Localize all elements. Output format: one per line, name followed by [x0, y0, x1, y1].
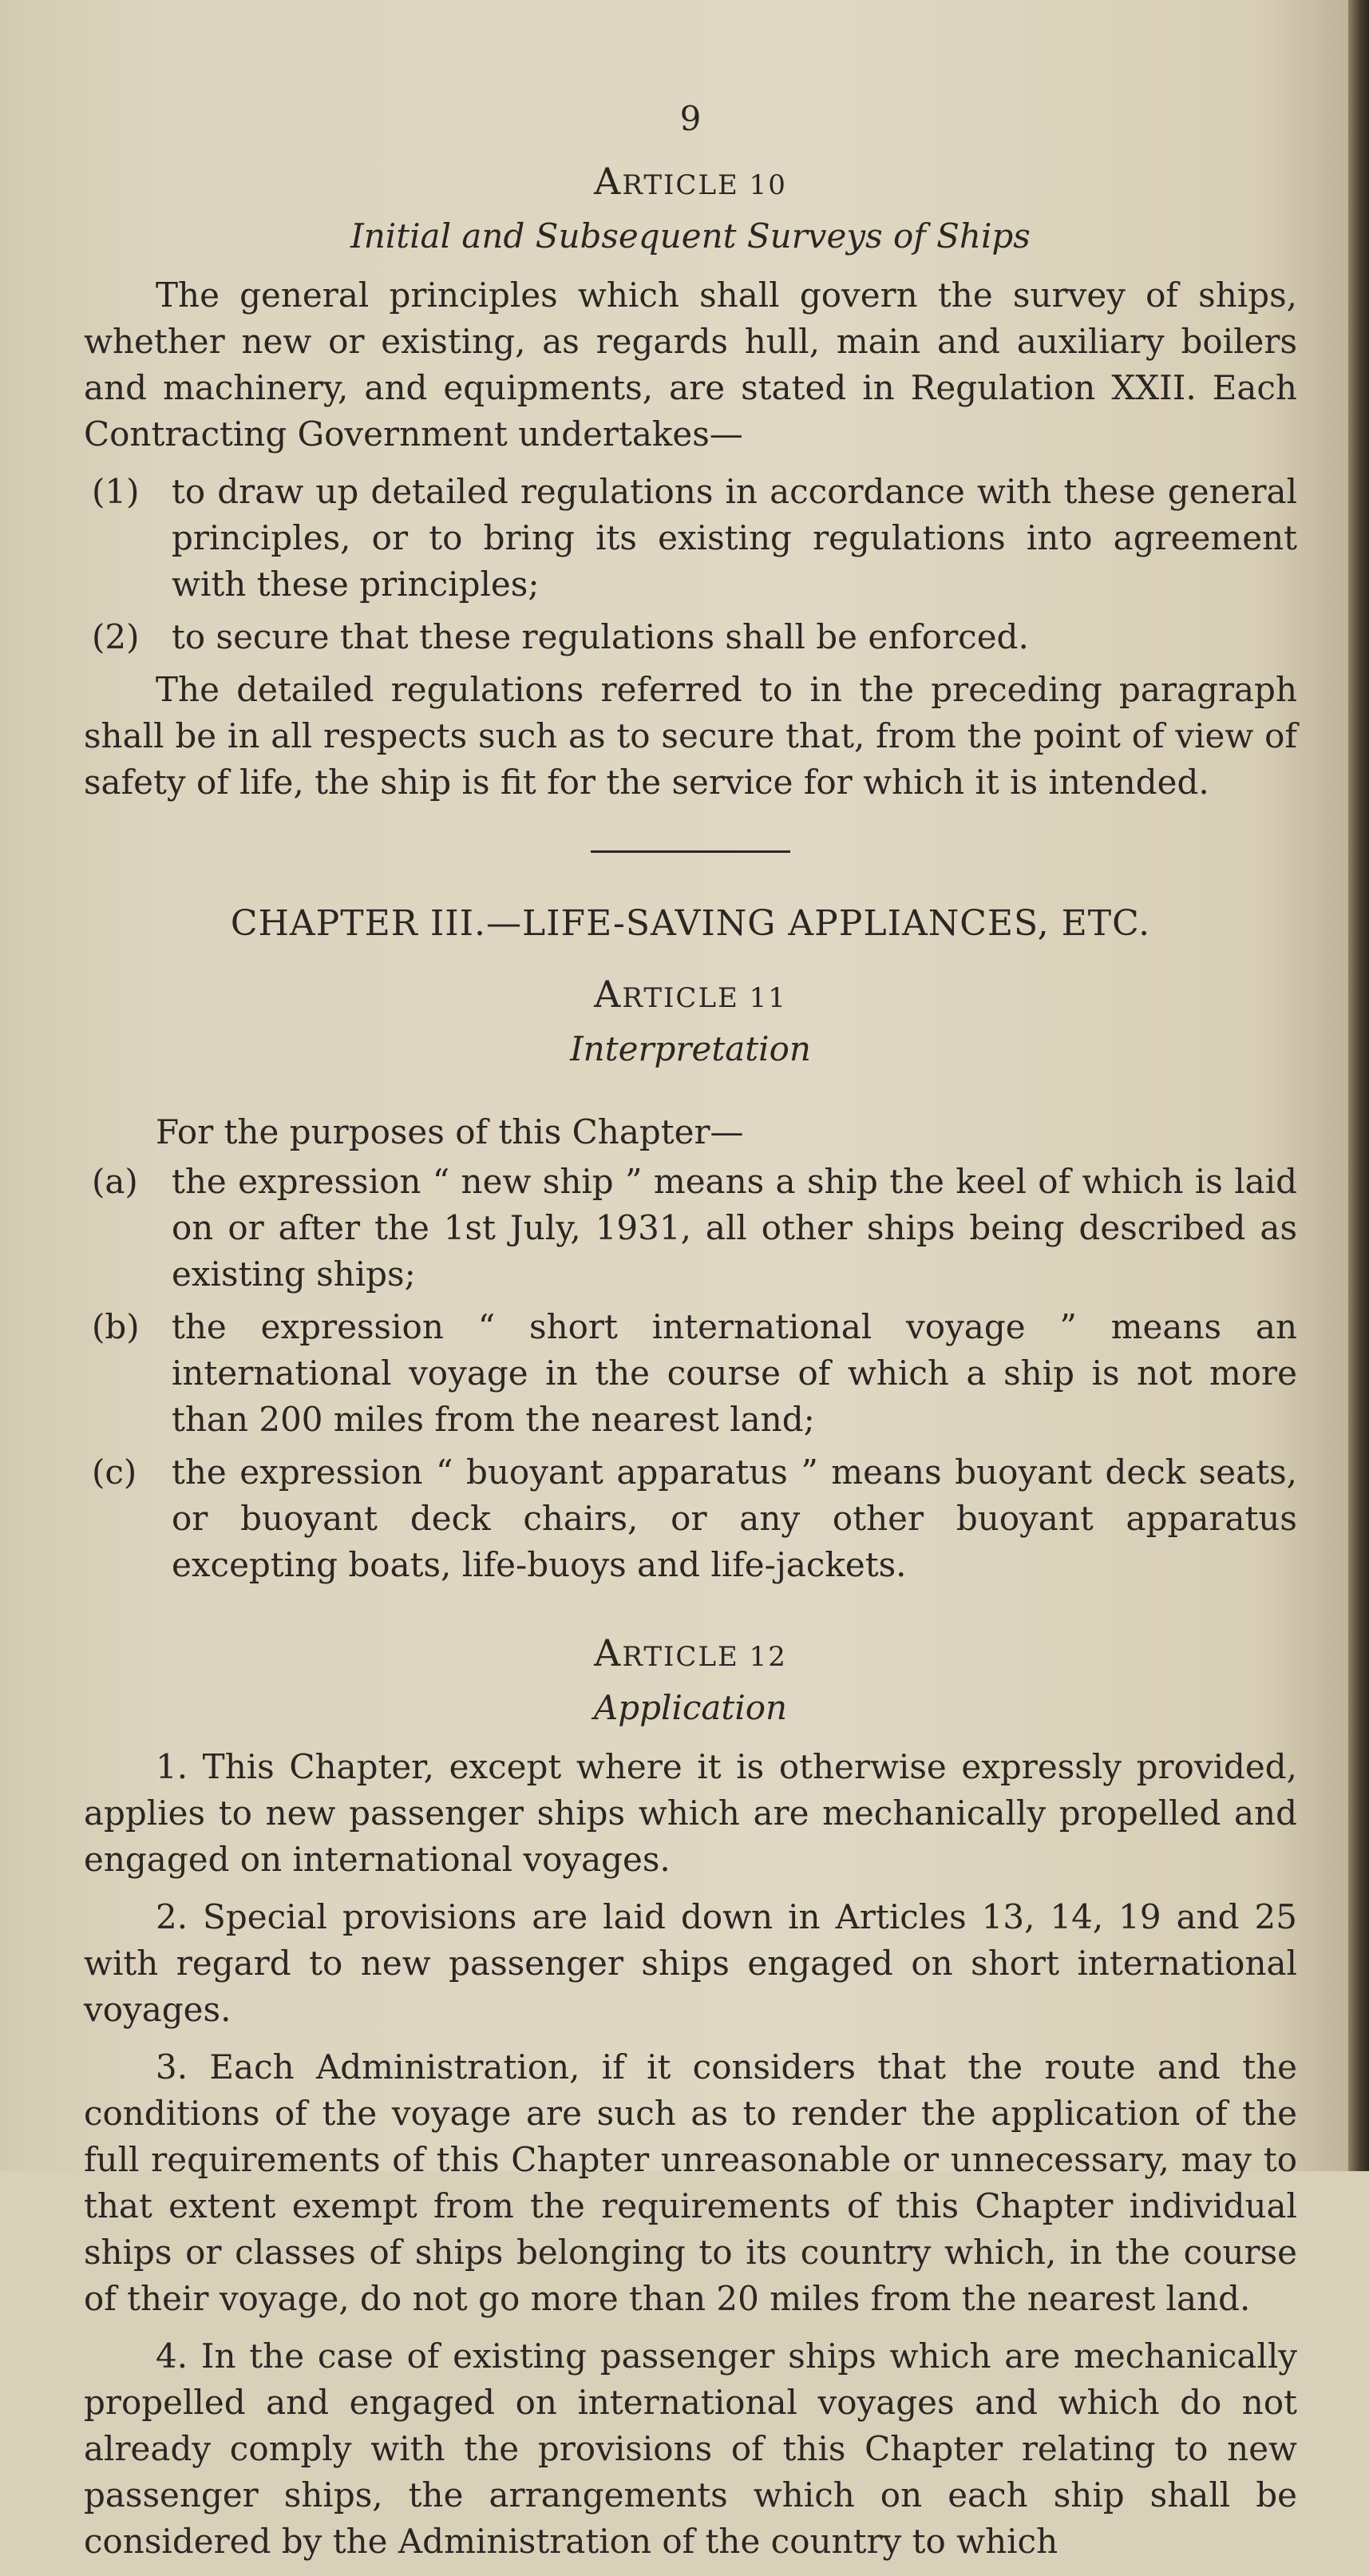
- list-item: (a) the expression “ new ship ” means a ship the keel of which is laid on or after the 1st July, 1931, all other ships being described as existing ships;: [92, 1162, 1297, 1294]
- article-12-title: Application: [593, 1688, 788, 1727]
- article-12-paragraph-4: 4. In the case of existing passenger ships which are mechanically propelled and engaged on international voyages and which do not already comply with the provisions of this Chapter relating to new passenger ships, the arrangements which on each ship shall be considered by the Administration of the country to which: [84, 2336, 1297, 2561]
- article-11-title: Interpretation: [570, 1029, 811, 1068]
- article-10-intro: The general principles which shall govern the survey of ships, whether new or existing, as regards hull, main and auxiliary boilers and machinery, and equipments, are stated in Regulation XXII. Each Contracting Government undertakes—: [84, 275, 1297, 454]
- article-11-intro: For the purposes of this Chapter—: [156, 1112, 744, 1151]
- section-divider: [591, 850, 790, 853]
- page-edge-shadow: [1348, 0, 1369, 2171]
- article-10-closing: The detailed regulations referred to in the preceding paragraph shall be in all respects such as to secure that, from the point of view of safety of life, the ship is fit for the service for which it is intended.: [84, 670, 1297, 802]
- page-content: [84, 96, 1297, 2576]
- list-item: (1) to draw up detailed regulations in accordance with these general principles, or to bring its existing regulations into agreement with these principles;: [92, 472, 1297, 604]
- article-10-title: Initial and Subsequent Surveys of Ships: [350, 216, 1031, 256]
- article-12-heading: ARTICLE 12: [594, 1631, 787, 1674]
- list-item: (c) the expression “ buoyant apparatus ” means buoyant deck seats, or buoyant deck chairs, or any other buoyant apparatus excepting boats, life-buoys and life-jackets.: [92, 1452, 1297, 1584]
- article-12-paragraph-1: 1. This Chapter, except where it is otherwise expressly provided, applies to new passenger ships which are mechanically propelled and engaged on international voyages.: [84, 1747, 1297, 1879]
- chapter-heading: CHAPTER III.—LIFE-SAVING APPLIANCES, ETC.: [230, 903, 1151, 944]
- page-number: 9: [679, 99, 702, 138]
- list-item: (2) to secure that these regulations shall be enforced.: [92, 617, 1029, 656]
- list-item: (b) the expression “ short international voyage ” means an international voyage in the course of which a ship is not more than 200 miles from the nearest land;: [92, 1307, 1297, 1439]
- article-10-heading: ARTICLE 10: [594, 160, 787, 203]
- article-12-paragraph-2: 2. Special provisions are laid down in Articles 13, 14, 19 and 25 with regard to new passenger ships engaged on short international voyages.: [84, 1897, 1297, 2029]
- article-11-heading: ARTICLE 11: [594, 973, 787, 1016]
- article-12-paragraph-3: 3. Each Administration, if it considers that the route and the conditions of the voyage are such as to render the application of the full requirements of this Chapter unreasonable or unnecessary, may to that extent exempt from the requirements of this Chapter individual ships or classes of ships belonging to its country which, in the course of their voyage, do not go more than 20 miles from the nearest land.: [84, 2047, 1297, 2318]
